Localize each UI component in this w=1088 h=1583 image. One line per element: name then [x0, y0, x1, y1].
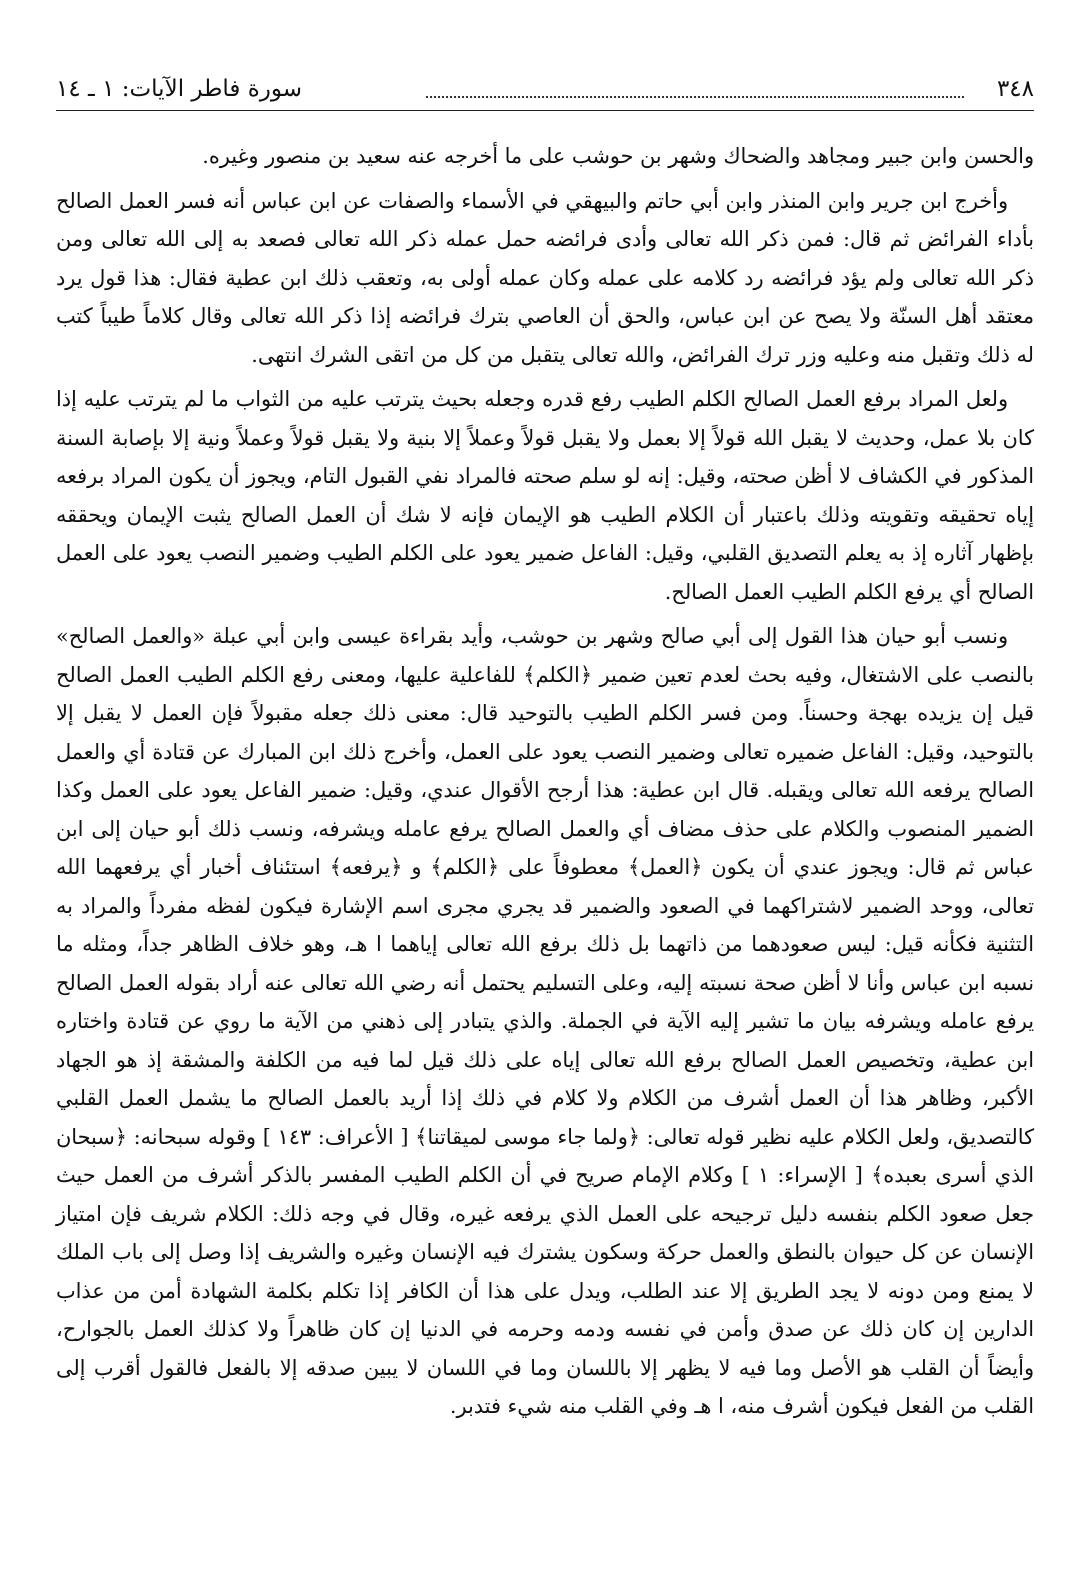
paragraph: وأخرج ابن جرير وابن المنذر وابن أبي حاتم والبيهقي في الأسماء والصفات عن ابن عباس أنه فسر العمل الصالح بأداء الفرائض ثم قال: فمن ذكر الله تعالى وأدى فرائضه حمل عمله ذكر الله تعالى فصعد به إلى الله تعالى ومن ذكر الله تعالى ولم يؤد فرائضه رد كلامه على عمله وكان عمله أولى به، وتعقب ذلك ابن عطية فقال: هذا قول يرد معتقد أهل السنّة ولا يصح عن ابن عباس، والحق أن العاصي بترك فرائضه إذا ذكر الله تعالى وقال كلاماً طيباً كتب له ذلك وتقبل منه وعليه وزر ترك الفرائض، والله تعالى يتقبل من كل من اتقى الشرك انتهى.: [56, 188, 1034, 367]
paragraph: ولعل المراد برفع العمل الصالح الكلم الطيب رفع قدره وجعله بحيث يترتب عليه من الثواب ما لم يترتب عليه إذا كان بلا عمل، وحديث لا يقبل الله قولاً إلا بعمل ولا يقبل قولاً وعملاً إلا بنية ولا يقبل قولاً وعملاً ونية إلا بإصابة السنة المذكور في الكشاف لا أظن صحته، وقيل: إنه لو سلم صحته فالمراد نفي القبول التام، ويجوز أن يكون المراد برفعه إياه تحقيقه وتقويته وذلك باعتبار أن الكلام الطيب هو الإيمان فإنه لا شك أن العمل الصالح يثبت الإيمان ويحققه بإظهار آثاره إذ به يعلم التصديق القلبي، وقيل: الفاعل ضمير يعود على الكلم الطيب وضمير النصب يعود على العمل الصالح أي يرفع الكلم الطيب العمل الصالح.: [56, 387, 1034, 604]
running-title: سورة فاطر الآيات: ١ ـ ١٤: [56, 76, 303, 102]
header-rule: [56, 110, 1034, 111]
paragraph: والحسن وابن جبير ومجاهد والضحاك وشهر بن حوشب على ما أخرجه عنه سعيد بن منصور وغيره.: [202, 144, 1034, 168]
header-leader-dots: [426, 96, 964, 98]
book-page: [56, 70, 1034, 1432]
page-number: ٣٤٨: [996, 76, 1034, 102]
paragraph: ونسب أبو حيان هذا القول إلى أبي صالح وشهر بن حوشب، وأيد بقراءة عيسى وابن أبي عبلة «والعمل الصالح» بالنصب على الاشتغال، وفيه بحث لعدم تعين ضمير ﴿الكلم﴾ للفاعلية عليها، ومعنى رفع الكلم الطيب العمل الصالح قيل إن يزيده بهجة وحسناً. ومن فسر الكلم الطيب بالتوحيد قال: معنى ذلك جعله مقبولاً فإن العمل لا يقبل إلا بالتوحيد، وقيل: الفاعل ضميره تعالى وضمير النصب يعود على العمل، وأخرج ذلك ابن المبارك عن قتادة أي والعمل الصالح يرفعه الله تعالى ويقبله. قال ابن عطية: هذا أرجح الأقوال عندي، وقيل: ضمير الفاعل يعود على العمل وكذا الضمير المنصوب والكلام على حذف مضاف أي والعمل الصالح يرفع عامله ويشرفه، ونسب ذلك أبو حيان إلى ابن عباس ثم قال: ويجوز عندي أن يكون ﴿العمل﴾ معطوفاً على ﴿الكلم﴾ و ﴿يرفعه﴾ استئناف أخبار أي يرفعهما الله تعالى، ووحد الضمير لاشتراكهما في الصعود والضمير قد يجري مجرى اسم الإشارة فيكون لفظه مفرداً والمراد به التثنية فكأنه قيل: ليس صعودهما من ذاتهما بل ذلك برفع الله تعالى إياهما ا هـ، وهو خلاف الظاهر جداً، ومثله ما نسبه ابن عباس وأنا لا أظن صحة نسبته إليه، وعلى التسليم يحتمل أنه رضي الله تعالى عنه أراد بقوله العمل الصالح يرفع عامله ويشرفه بيان ما تشير إليه الآية في الجملة. والذي يتبادر إلى ذهني من الآية ما روي عن قتادة واختاره ابن عطية، وتخصيص العمل الصالح برفع الله تعالى إياه على ذلك قيل لما فيه من الكلفة والمشقة إذ هو الجهاد الأكبر، وظاهر هذا أن العمل أشرف من الكلام ولا كلام في ذلك إذا أريد بالعمل الصالح ما يشمل العمل القلبي كالتصديق، ولعل الكلام عليه نظير قوله تعالى: ﴿ولما جاء موسى لميقاتنا﴾ [ الأعراف: ١٤٣ ] وقوله سبحانه: ﴿سبحان الذي أسرى بعبده﴾ [ الإسراء: ١ ] وكلام الإمام صريح في أن الكلم الطيب المفسر بالذكر أشرف من العمل حيث جعل صعود الكلم بنفسه دليل ترجيحه على العمل الذي يرفعه غيره، وقال في وجه ذلك: الكلام شريف فإن امتياز الإنسان عن كل حيوان بالنطق والعمل حركة وسكون يشترك فيه الإنسان وغيره والشريف إذا وصل إلى باب الملك لا يمنع ومن دونه لا يجد الطريق إلا عند الطلب، ويدل على هذا أن الكافر إذا تكلم بكلمة الشهادة أمن من عذاب الدارين إن كان ذلك عن صدق وأمن في نفسه ودمه وحرمه في الدنيا إن كان ظاهراً ولا كذلك العمل بالجوارح، وأيضاً أن القلب هو الأصل وما فيه لا يظهر إلا باللسان وما في اللسان لا يبين صدقه إلا بالفعل فالقول أقرب إلى القلب من الفعل فيكون أشرف منه، ا هـ وفي القلب منه شيء فتدبر.: [56, 624, 1034, 1418]
page-body: [56, 137, 1034, 1426]
page-header: [56, 70, 1034, 108]
